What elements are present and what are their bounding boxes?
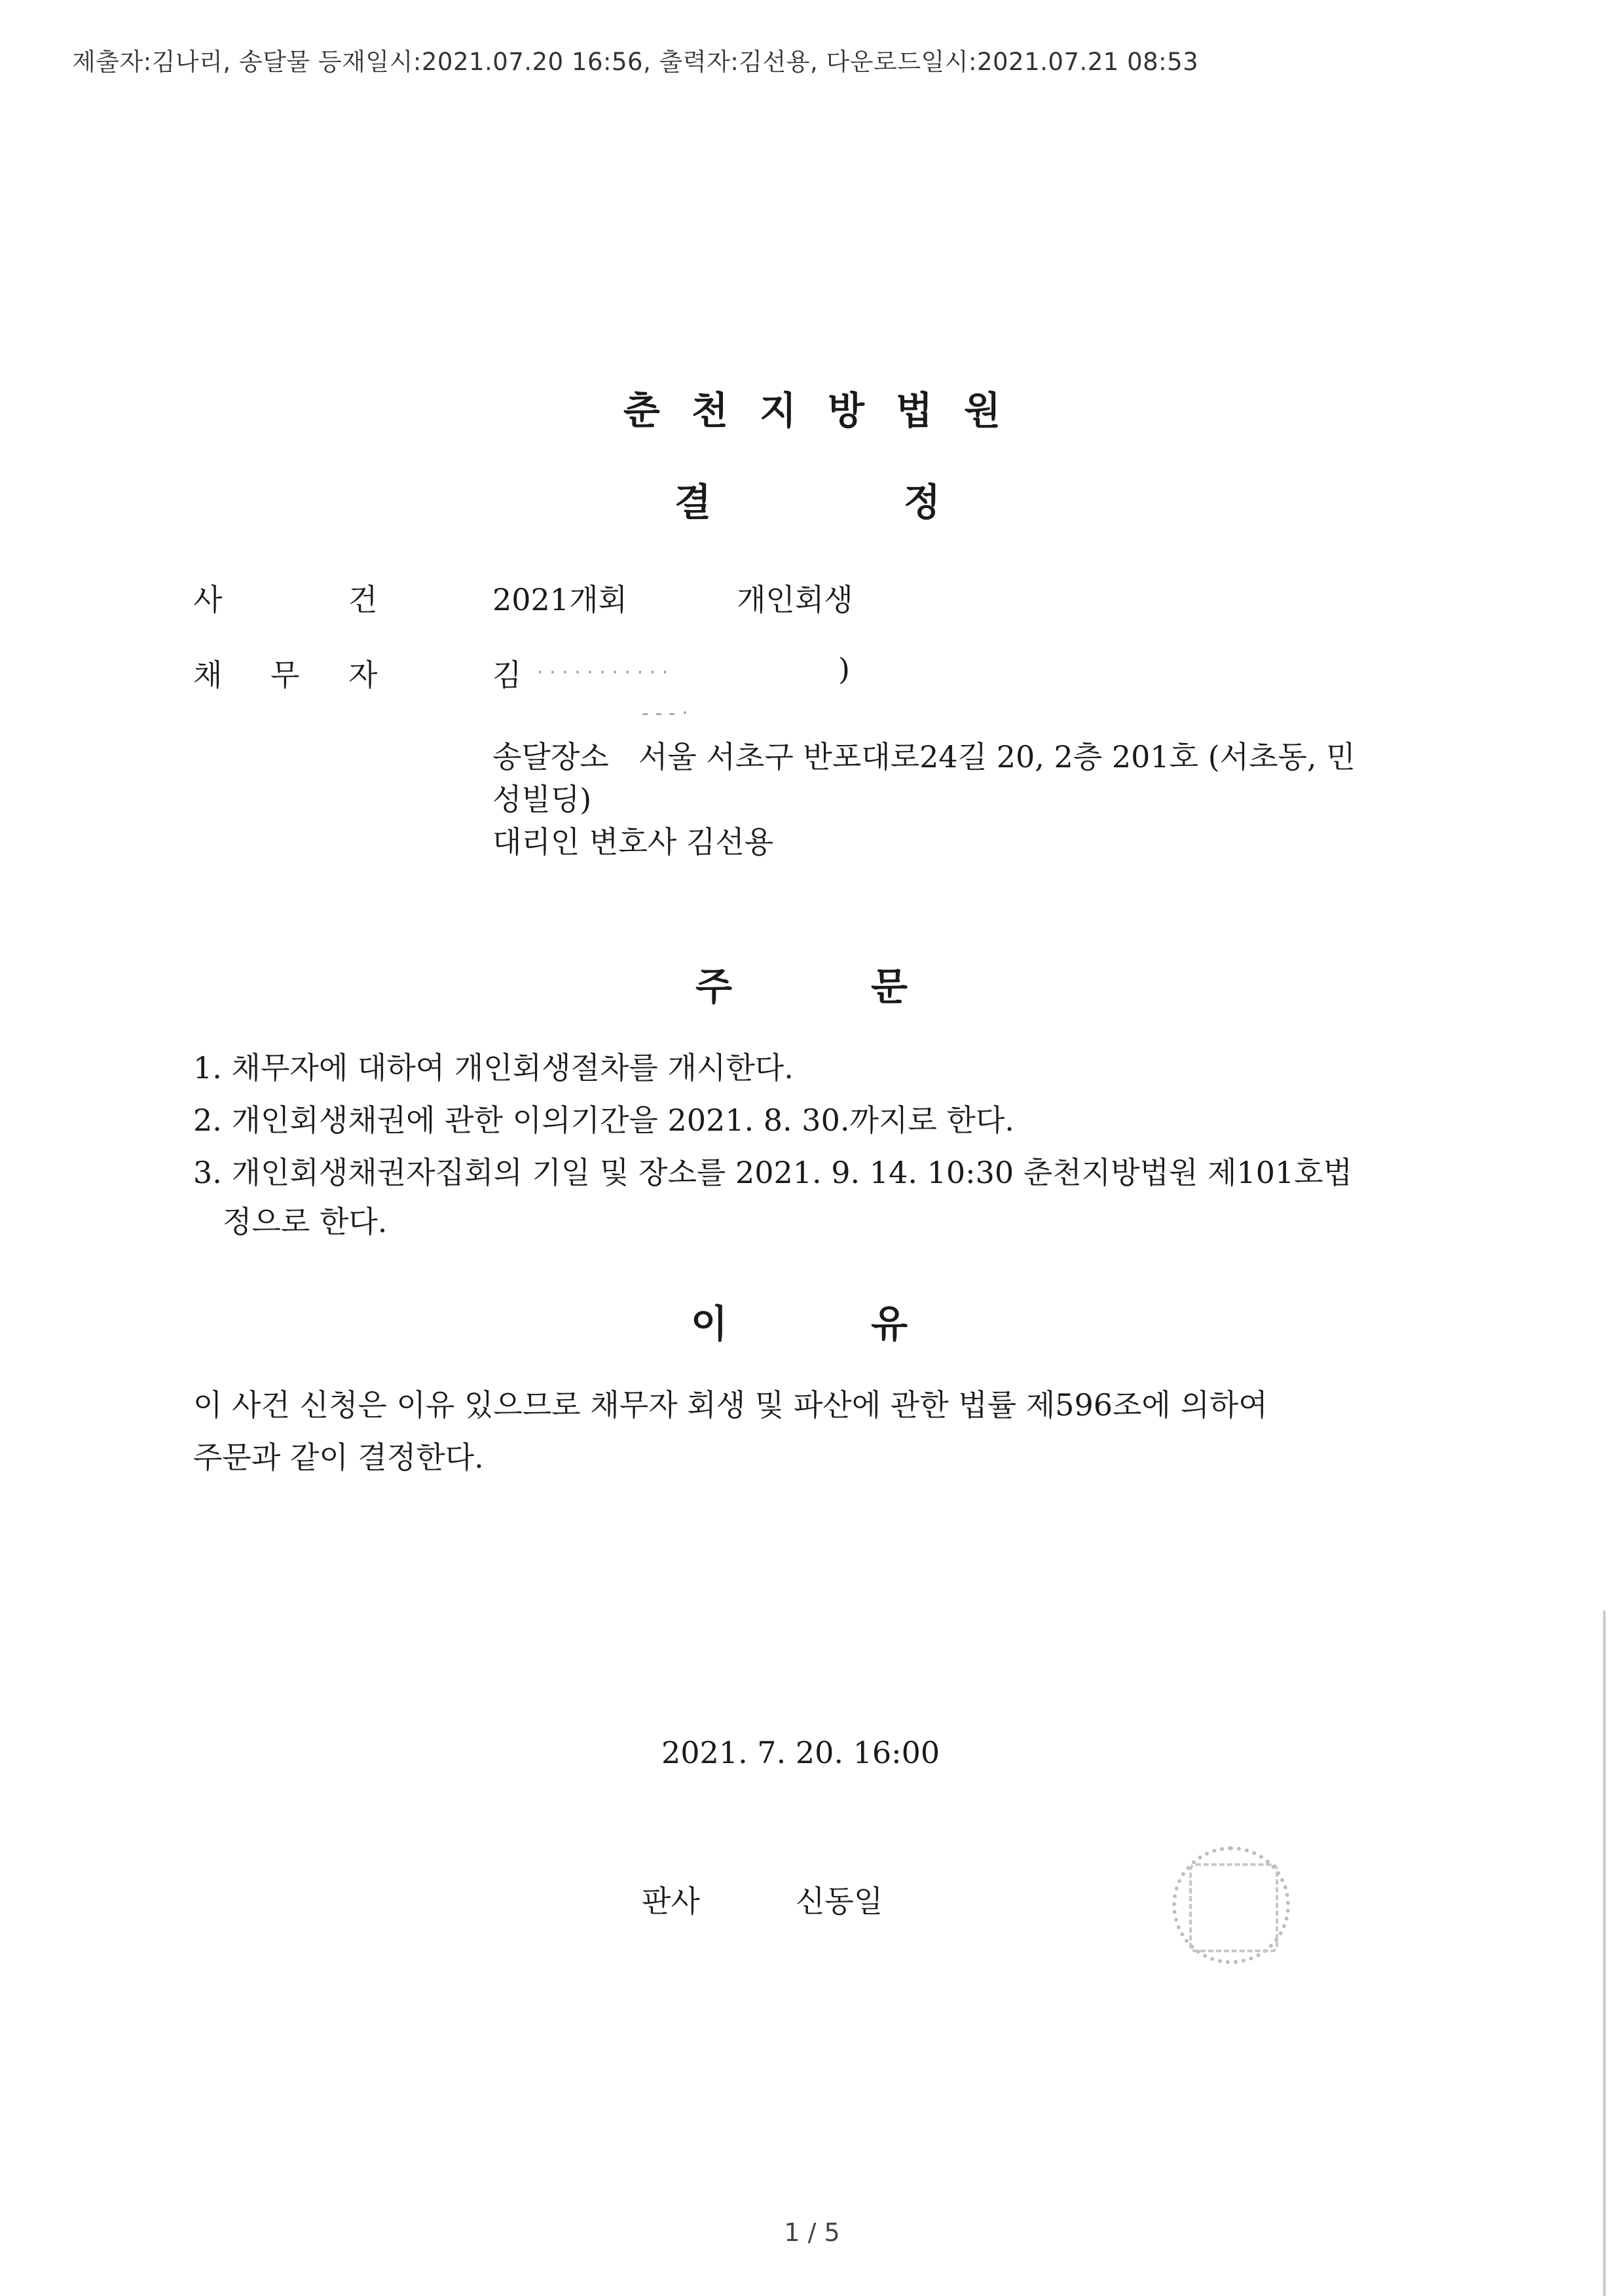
redacted-address-smudge: - - - · bbox=[642, 702, 688, 725]
court-name: 춘천지방법원 bbox=[623, 388, 1033, 433]
download-meta-header: 제출자:김나리, 송달물 등재일시:2021.07.20 16:56, 출력자:김선용, 다운로드일시:2021.07.21 08:53 bbox=[72, 48, 1199, 76]
reason-heading-right: 유 bbox=[871, 1302, 908, 1346]
order-item-3: 3. 개인회생채권자집회의 기일 및 장소를 2021. 9. 14. 10:30 춘천지방법원 제101호법 bbox=[193, 1155, 1353, 1190]
debtor-label-char-2: 무 bbox=[270, 657, 300, 693]
judge-label: 판사 bbox=[642, 1884, 700, 1919]
case-label-char-1: 사 bbox=[193, 582, 223, 617]
document-type-right: 정 bbox=[904, 480, 941, 524]
address-line-2: 성빌딩) bbox=[492, 782, 592, 817]
representative: 대리인 변호사 김선용 bbox=[492, 824, 774, 860]
debtor-name-visible: 김 bbox=[492, 657, 522, 693]
address-label: 송달장소 bbox=[492, 739, 609, 774]
court-seal-inner bbox=[1189, 1863, 1278, 1952]
redacted-name-smudge: · · · · · · · · · · · bbox=[537, 661, 669, 684]
scan-artifact-line bbox=[1603, 1611, 1606, 2296]
reason-heading-left: 이 bbox=[691, 1302, 728, 1346]
order-heading-left: 주 bbox=[695, 964, 733, 1009]
document-type-left: 결 bbox=[674, 480, 712, 524]
case-label-char-2: 건 bbox=[348, 582, 378, 617]
court-seal-icon bbox=[1172, 1846, 1290, 1964]
reason-line-1: 이 사건 신청은 이유 있으므로 채무자 회생 및 파산에 관한 법률 제596조에 의하여 bbox=[193, 1387, 1268, 1423]
decision-date: 2021. 7. 20. 16:00 bbox=[661, 1735, 940, 1770]
address-line-1: 서울 서초구 반포대로24길 20, 2층 201호 (서초동, 민 bbox=[638, 739, 1356, 774]
page-number: 1 / 5 bbox=[784, 2218, 840, 2247]
case-number: 2021개회 bbox=[492, 582, 627, 617]
order-item-1: 1. 채무자에 대하여 개인회생절차를 개시한다. bbox=[193, 1050, 794, 1085]
order-heading-right: 문 bbox=[871, 964, 908, 1009]
debtor-label-char-3: 자 bbox=[348, 657, 378, 693]
debtor-label-char-1: 채 bbox=[193, 657, 223, 693]
order-item-3-continued: 정으로 한다. bbox=[223, 1204, 388, 1239]
case-type: 개인회생 bbox=[737, 582, 853, 617]
reason-line-2: 주문과 같이 결정한다. bbox=[193, 1440, 484, 1475]
debtor-name-tail: ) bbox=[838, 651, 850, 687]
judge-name: 신동일 bbox=[796, 1884, 883, 1919]
order-item-2: 2. 개인회생채권에 관한 이의기간을 2021. 8. 30.까지로 한다. bbox=[193, 1102, 1014, 1138]
